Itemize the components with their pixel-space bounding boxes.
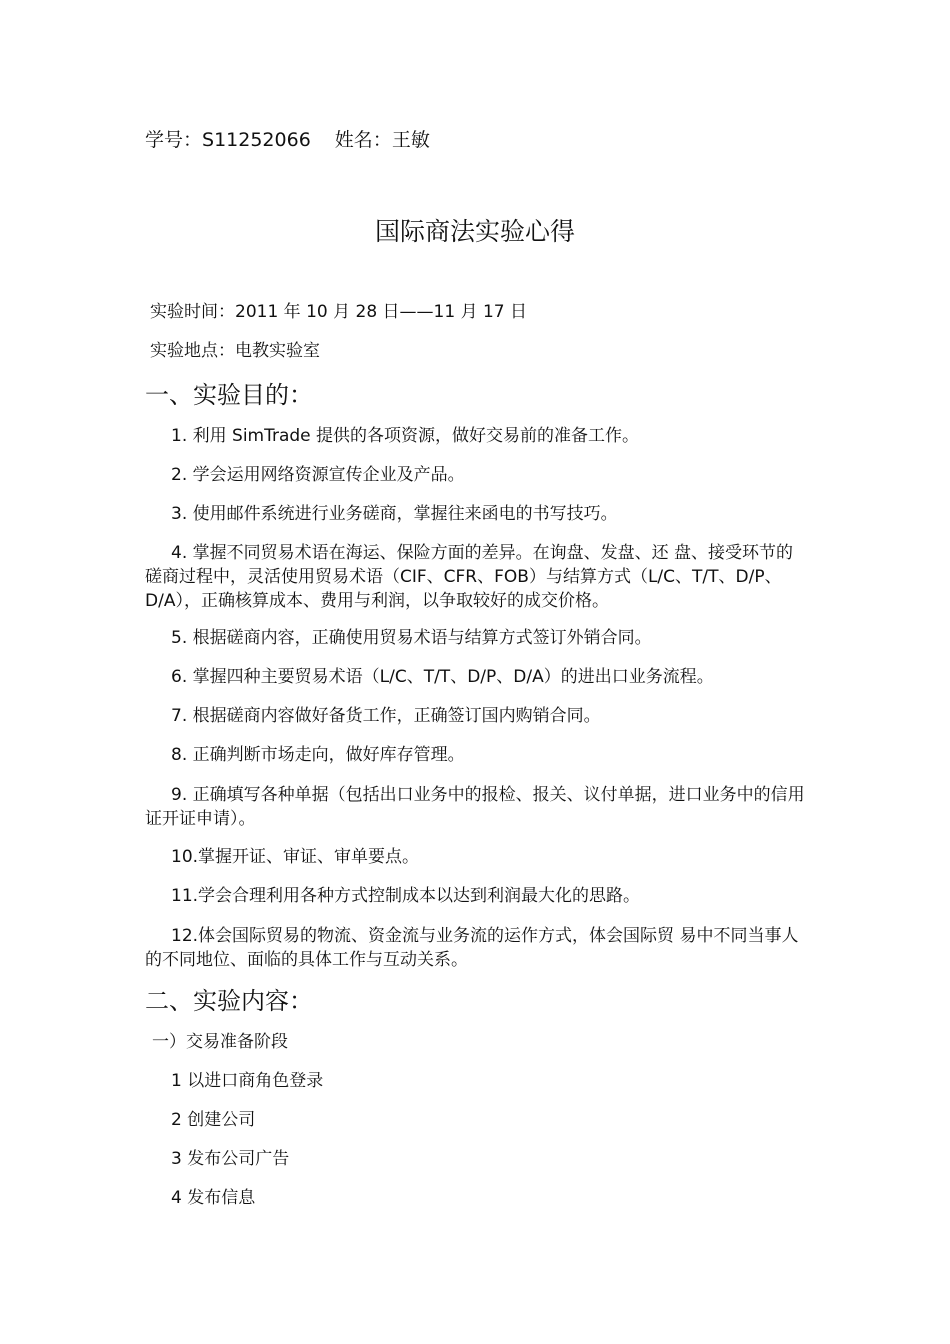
objective-item: 1. 利用 SimTrade 提供的各项资源，做好交易前的准备工作。 — [171, 426, 640, 446]
stage-heading: 一）交易准备阶段 — [152, 1032, 288, 1052]
document-title: 国际商法实验心得 — [374, 217, 575, 246]
objective-item: 9. 正确填写各种单据（包括出口业务中的报检、报关、议付单据，进口业务中的信用证开证申请）。 — [145, 785, 805, 829]
section-heading-content: 二、实验内容： — [145, 987, 313, 1015]
objective-item: 10.掌握开证、审证、审单要点。 — [171, 847, 420, 867]
objective-item: 12.体会国际贸易的物流、资金流与业务流的运作方式，体会国际贸 易中不同当事人的不同地位、面临的具体工作与互动关系。 — [145, 926, 799, 970]
student-name-label: 姓名： — [334, 129, 392, 151]
objective-item: 8. 正确判断市场走向，做好库存管理。 — [171, 745, 465, 765]
objective-item: 11.学会合理利用各种方式控制成本以达到利润最大化的思路。 — [171, 886, 641, 906]
objective-item: 3. 使用邮件系统进行业务磋商，掌握往来函电的书写技巧。 — [171, 504, 618, 524]
objective-item: 7. 根据磋商内容做好备货工作，正确签订国内购销合同。 — [171, 706, 601, 726]
experiment-place: 实验地点：电教实验室 — [150, 341, 320, 361]
student-info — [145, 127, 430, 153]
objective-item: 5. 根据磋商内容，正确使用贸易术语与结算方式签订外销合同。 — [171, 628, 652, 648]
objective-item: 2. 学会运用网络资源宣传企业及产品。 — [171, 465, 465, 485]
objective-item: 4. 掌握不同贸易术语在海运、保险方面的差异。在询盘、发盘、还 盘、接受环节的磋商过程中，灵活使用贸易术语（CIF、CFR、FOB）与结算方式（L/C、T/T、D/P、D/A），正确核算成本、费用与利润，以争取较好的成交价格。 — [145, 543, 794, 611]
student-name-value: 王敏 — [391, 129, 430, 151]
stage-step: 2 创建公司 — [171, 1110, 256, 1130]
stage-step: 3 发布公司广告 — [171, 1149, 290, 1169]
experiment-time: 实验时间：2011 年 10 月 28 日——11 月 17 日 — [150, 302, 528, 322]
section-heading-objectives: 一、实验目的： — [145, 381, 313, 409]
objective-item: 6. 掌握四种主要贸易术语（L/C、T/T、D/P、D/A）的进出口业务流程。 — [171, 667, 714, 687]
stage-step: 1 以进口商角色登录 — [171, 1071, 324, 1091]
student-id-value: S11252066 — [202, 129, 311, 151]
student-id-label: 学号： — [145, 129, 203, 151]
stage-step: 4 发布信息 — [171, 1188, 256, 1208]
